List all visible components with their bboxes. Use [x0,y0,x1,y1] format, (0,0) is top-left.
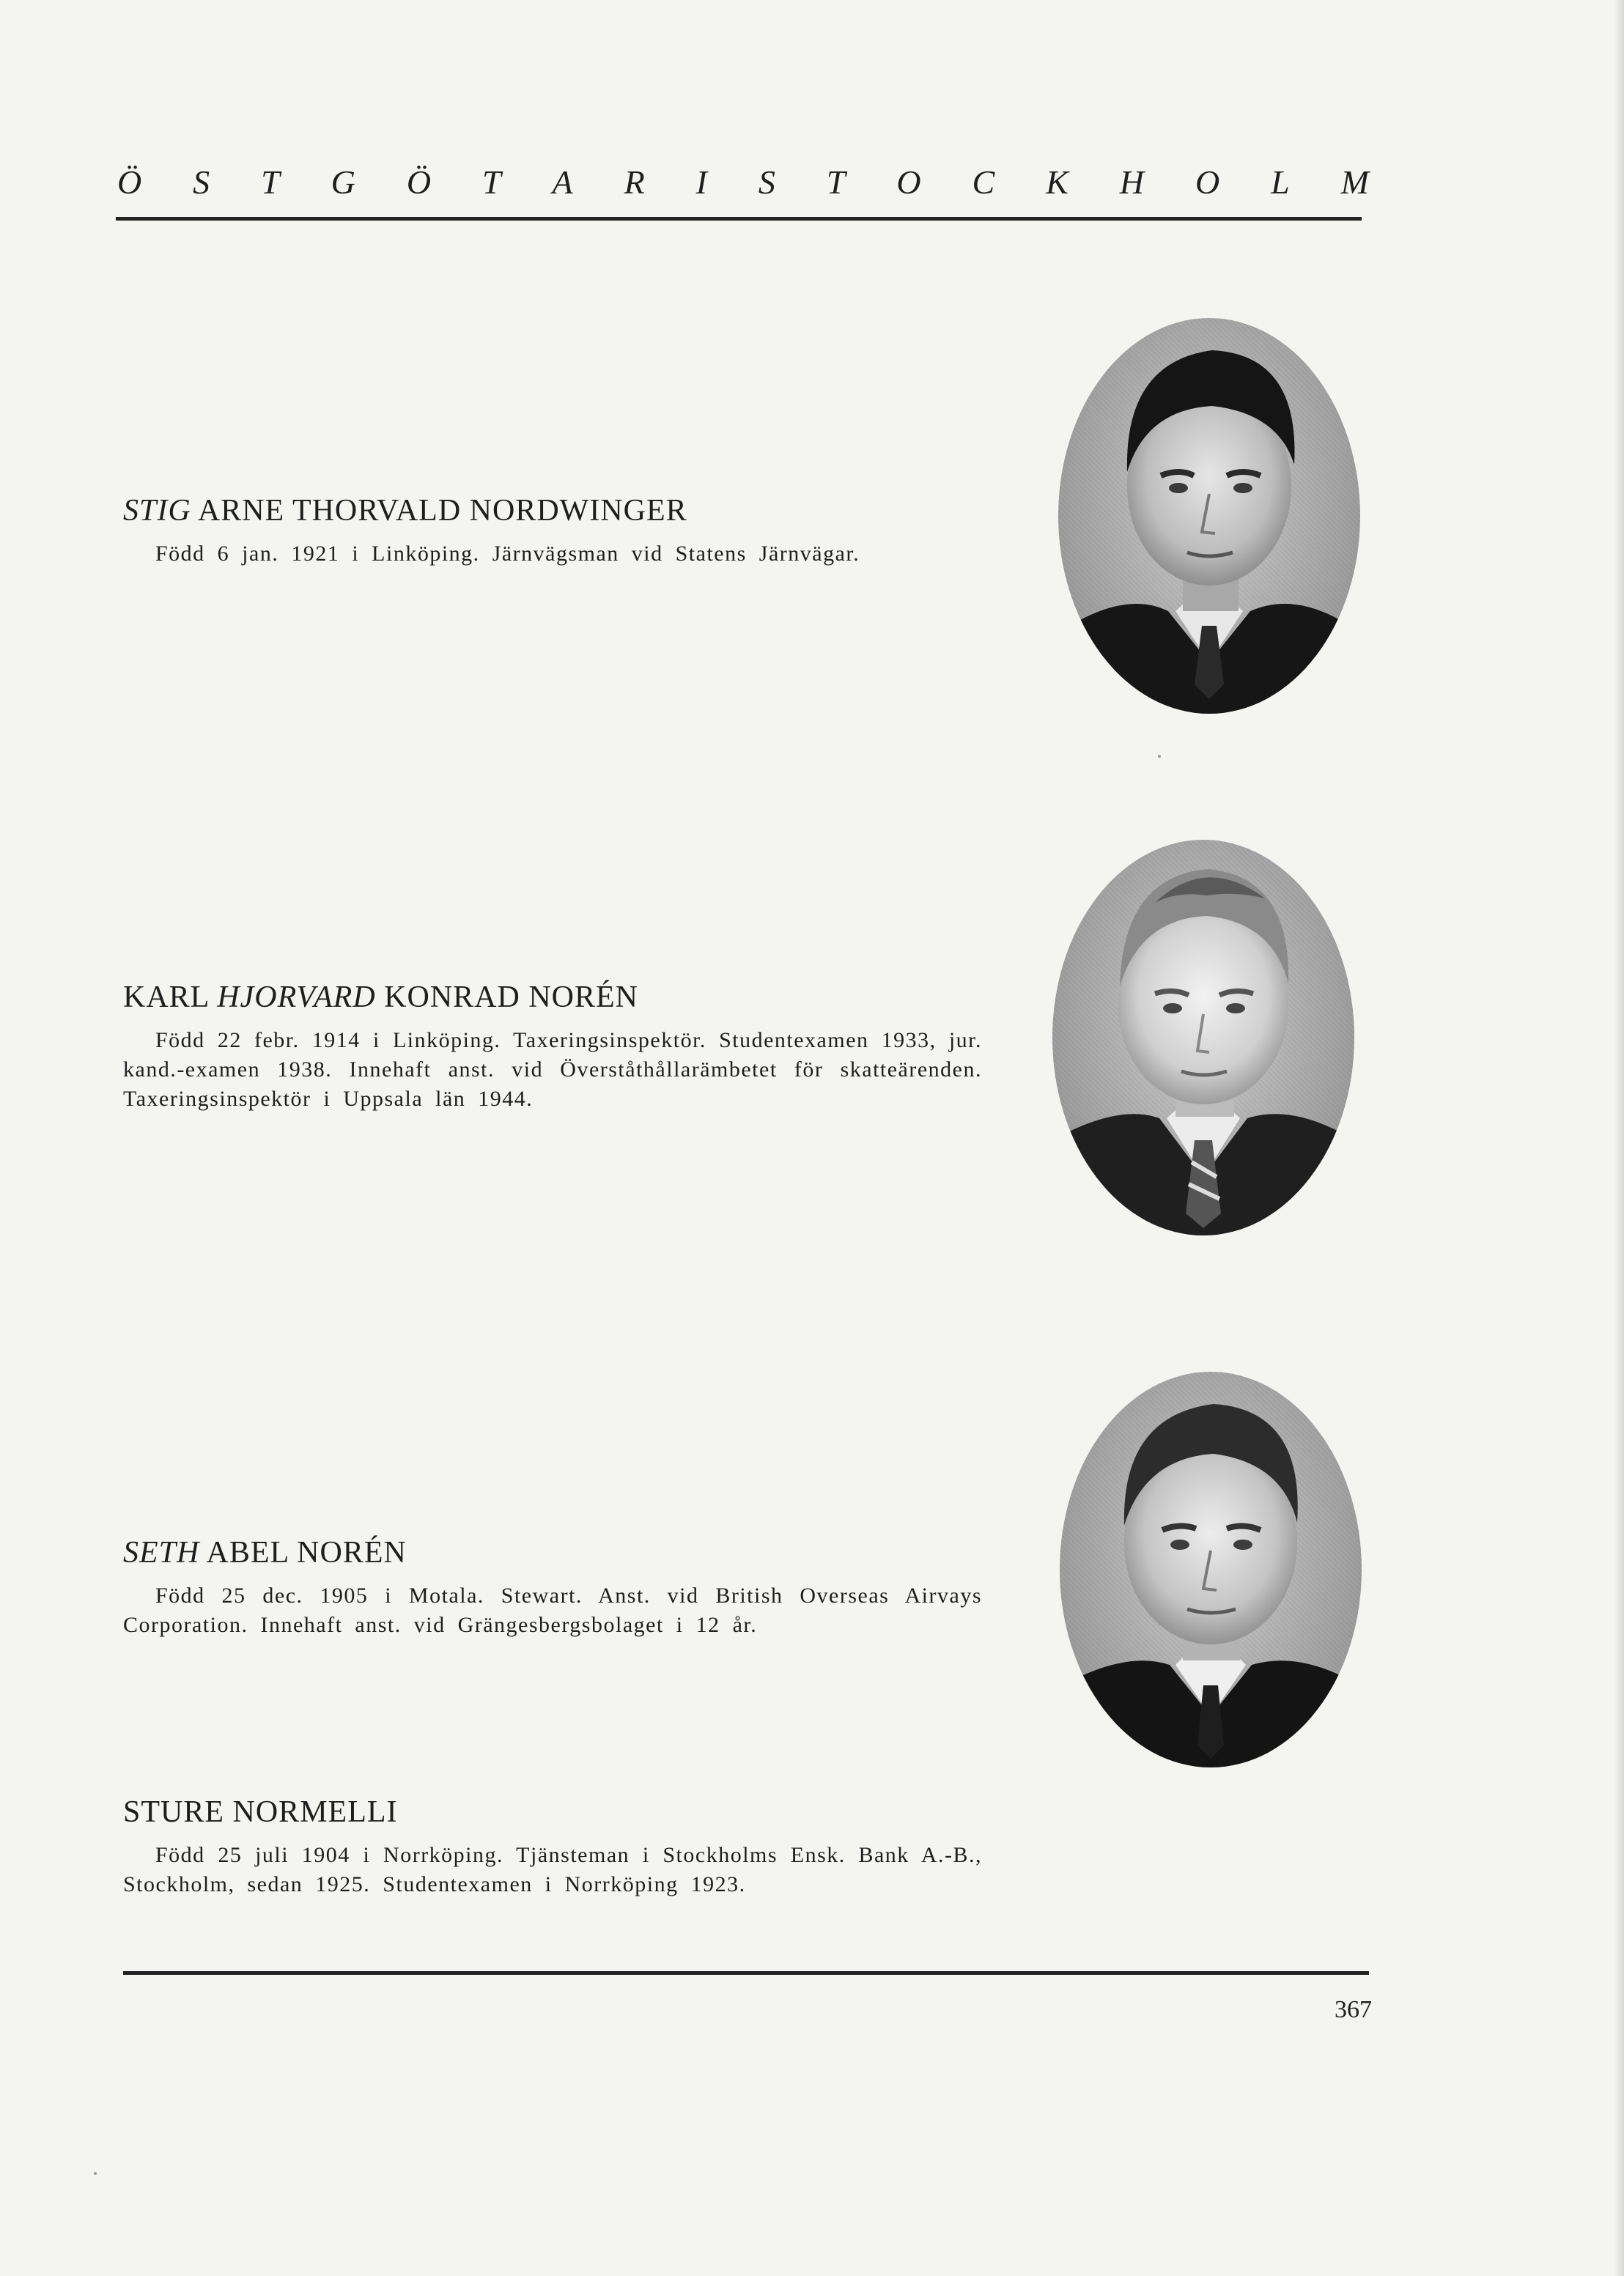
header-letter: M [1340,163,1369,201]
person-bio: Född 25 juli 1904 i Norrköping. Tjänsteman i Stockholms Ensk. Bank A.-B., Stockholm, sedan 1925. Studentexamen i Norrköping 1923. [123,1843,982,1896]
biography-entry [123,492,1003,569]
header-letter: Ö [117,163,142,201]
header-letter: L [1271,163,1290,201]
page-number: 367 [1335,1996,1372,2023]
person-name [123,1794,1003,1830]
person-bio: Född 6 jan. 1921 i Linköping. Järnvägsman vid Statens Järnvägar. [155,542,860,566]
biography-entry [123,979,1003,1114]
header-letter: I [695,163,707,201]
header-letter: K [1046,163,1068,201]
running-header [117,163,1369,202]
header-letter: C [972,163,995,201]
name-rest: KONRAD NORÉN [384,980,639,1014]
header-letter: G [331,163,355,201]
name-prefix: KARL [123,980,209,1014]
header-letter: T [826,163,846,201]
header-letter: T [261,163,280,201]
person-bio: Född 25 dec. 1905 i Motala. Stewart. Anst. vid British Overseas Airvays Corporation. Innehaft anst. vid Grängesbergsbolaget i 12 år. [123,1584,982,1637]
footer-rule [123,1971,1369,1975]
name-italic: HJORVARD [217,980,376,1014]
portrait-photo [1052,840,1354,1235]
name-italic: STIG [123,494,191,528]
biography-entry [123,1534,1003,1640]
header-letter: O [1195,163,1220,201]
person-name [123,1534,1003,1571]
header-letter: A [552,163,573,201]
header-letter: H [1119,163,1144,201]
header-letter: S [758,163,775,201]
name-rest: STURE NORMELLI [123,1795,398,1829]
paper-speck [94,2172,97,2175]
person-bio: Född 22 febr. 1914 i Linköping. Taxeringsinspektör. Studentexamen 1933, jur. kand.-examen 1938. Innehaft anst. vid Överståthållarämbetet för skatteärenden. Taxeringsinspektör i Uppsala län 1944. [123,1028,982,1111]
page-edge [1614,0,1624,2276]
portrait-photo [1058,318,1360,714]
header-letter: O [896,163,921,201]
header-rule [116,217,1362,221]
header-letter: T [481,163,501,201]
name-rest: ABEL NORÉN [206,1536,407,1570]
person-name [123,492,1003,529]
name-rest: ARNE THORVALD NORDWINGER [197,494,687,528]
person-name [123,979,1003,1016]
paper-speck [1158,755,1161,758]
portrait-photo [1060,1372,1362,1767]
biography-entry [123,1794,1003,1899]
header-letter: R [624,163,645,201]
header-letter: S [193,163,210,201]
header-letter: Ö [406,163,432,201]
name-italic: SETH [123,1536,200,1570]
